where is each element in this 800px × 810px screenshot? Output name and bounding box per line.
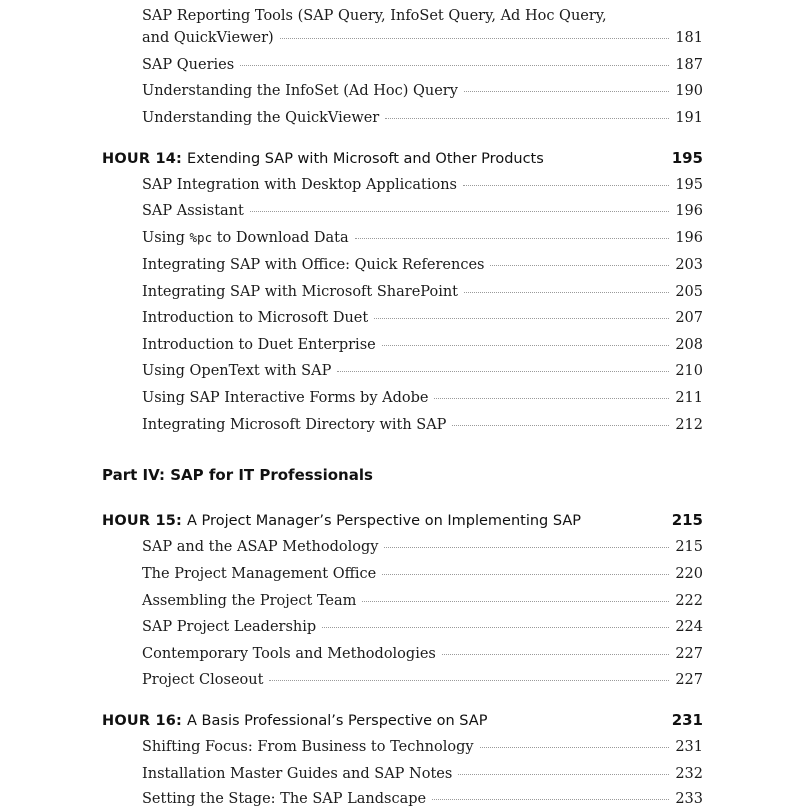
toc-entry[interactable] bbox=[142, 763, 703, 785]
dot-leader bbox=[374, 317, 669, 319]
dot-leader bbox=[355, 237, 670, 239]
toc-entry[interactable] bbox=[142, 27, 703, 49]
toc-entry-title: Understanding the InfoSet (Ad Hoc) Query bbox=[142, 83, 458, 99]
toc-entry-title: Introduction to Microsoft Duet bbox=[142, 310, 369, 326]
hour-title: Extending SAP with Microsoft and Other Products bbox=[187, 151, 544, 167]
toc-entry[interactable] bbox=[142, 200, 703, 222]
dot-leader bbox=[384, 546, 669, 548]
toc-entry[interactable] bbox=[142, 563, 703, 585]
toc-entry-title: Using SAP Interactive Forms by Adobe bbox=[142, 390, 429, 406]
toc-entry[interactable] bbox=[142, 736, 703, 758]
part-heading[interactable]: Part IV: SAP for IT Professionals bbox=[102, 466, 373, 484]
toc-entry[interactable] bbox=[142, 307, 703, 329]
toc-entry[interactable] bbox=[142, 387, 703, 409]
toc-entry-page: 215 bbox=[675, 539, 703, 555]
toc-entry[interactable] bbox=[142, 334, 703, 356]
toc-entry-page: 211 bbox=[675, 390, 703, 406]
toc-entry[interactable] bbox=[142, 414, 703, 436]
toc-entry-title: The Project Management Office bbox=[142, 566, 377, 582]
dot-leader bbox=[464, 90, 669, 92]
toc-entry[interactable] bbox=[142, 227, 703, 249]
dot-leader bbox=[463, 184, 669, 186]
dot-leader bbox=[480, 746, 670, 748]
toc-entry[interactable] bbox=[142, 536, 703, 558]
toc-entry-title: SAP Assistant bbox=[142, 203, 244, 219]
hour-heading-14[interactable] bbox=[102, 147, 703, 170]
toc-entry[interactable] bbox=[142, 643, 703, 665]
toc-entry-title: Shifting Focus: From Business to Technology bbox=[142, 739, 474, 755]
dot-leader bbox=[385, 117, 669, 119]
toc-entry-title: Introduction to Duet Enterprise bbox=[142, 337, 376, 353]
dot-leader bbox=[382, 344, 670, 346]
toc-entry-title: SAP Queries bbox=[142, 57, 235, 73]
toc-entry-title: SAP and the ASAP Methodology bbox=[142, 539, 379, 555]
toc-entry-title: Integrating SAP with Microsoft SharePoint bbox=[142, 284, 458, 300]
dot-leader bbox=[458, 773, 669, 775]
dot-leader bbox=[269, 679, 669, 681]
dot-leader bbox=[362, 600, 669, 602]
dot-leader bbox=[442, 653, 669, 655]
toc-entry[interactable] bbox=[142, 360, 703, 382]
toc-entry-page: 190 bbox=[675, 83, 703, 99]
dot-leader bbox=[490, 264, 669, 266]
toc-entry[interactable] bbox=[142, 281, 703, 303]
toc-entry-page: 212 bbox=[675, 417, 703, 433]
toc-entry-page: 205 bbox=[675, 284, 703, 300]
dot-leader bbox=[382, 573, 669, 575]
toc-entry-page: 196 bbox=[675, 230, 703, 246]
hour-page: 231 bbox=[671, 711, 703, 729]
toc-entry[interactable] bbox=[142, 669, 703, 691]
hour-label: HOUR 16: bbox=[102, 713, 183, 729]
hour-page: 195 bbox=[671, 149, 703, 167]
toc-entry-title: SAP Integration with Desktop Applications bbox=[142, 177, 457, 193]
title-suffix: to Download Data bbox=[212, 230, 349, 246]
toc-entry[interactable] bbox=[142, 54, 703, 76]
dot-leader bbox=[240, 64, 669, 66]
toc-entry-page: 181 bbox=[675, 30, 703, 46]
hour-page: 215 bbox=[671, 511, 703, 529]
toc-entry-page: 227 bbox=[675, 672, 703, 688]
toc-entry[interactable] bbox=[142, 590, 703, 612]
hour-label: HOUR 14: bbox=[102, 151, 183, 167]
toc-entry-title bbox=[142, 227, 349, 249]
title-code: %pc bbox=[189, 230, 213, 245]
toc-entry[interactable] bbox=[142, 107, 703, 129]
hour-heading-16[interactable] bbox=[102, 709, 703, 732]
hour-label: HOUR 15: bbox=[102, 513, 183, 529]
hour-title: A Project Manager’s Perspective on Implementing SAP bbox=[187, 513, 582, 529]
dot-leader bbox=[250, 210, 669, 212]
toc-entry-page: 203 bbox=[675, 257, 703, 273]
toc-entry-page: 196 bbox=[675, 203, 703, 219]
toc-entry-page: 220 bbox=[675, 566, 703, 582]
title-prefix: Using bbox=[142, 230, 190, 246]
toc-entry[interactable] bbox=[142, 616, 703, 638]
toc-entry-title: Project Closeout bbox=[142, 672, 264, 688]
toc-entry-page: 231 bbox=[675, 739, 703, 755]
toc-entry-title: Setting the Stage: The SAP Landscape bbox=[142, 791, 427, 807]
toc-entry-page: 207 bbox=[675, 310, 703, 326]
toc-entry-page: 232 bbox=[675, 766, 703, 782]
toc-entry-title-line1: SAP Reporting Tools (SAP Query, InfoSet Query, Ad Hoc Query, bbox=[142, 8, 607, 24]
toc-entry[interactable] bbox=[142, 80, 703, 102]
toc-entry-page: 233 bbox=[675, 791, 703, 807]
toc-entry-page: 227 bbox=[675, 646, 703, 662]
toc-entry-page: 222 bbox=[675, 593, 703, 609]
dot-leader bbox=[452, 424, 669, 426]
toc-entry-title: Using OpenText with SAP bbox=[142, 363, 332, 379]
dot-leader bbox=[337, 370, 669, 372]
toc-entry-title: Integrating SAP with Office: Quick References bbox=[142, 257, 485, 273]
toc-entry-page: 187 bbox=[675, 57, 703, 73]
dot-leader bbox=[280, 37, 670, 39]
toc-entry-title: and QuickViewer) bbox=[142, 30, 274, 46]
dot-leader bbox=[464, 291, 669, 293]
toc-entry-page: 191 bbox=[675, 110, 703, 126]
toc-entry-title: Contemporary Tools and Methodologies bbox=[142, 646, 436, 662]
toc-entry-title: SAP Project Leadership bbox=[142, 619, 317, 635]
toc-entry[interactable] bbox=[142, 254, 703, 276]
toc-entry-page: 195 bbox=[675, 177, 703, 193]
toc-entry-title: Integrating Microsoft Directory with SAP bbox=[142, 417, 447, 433]
toc-entry-page: 224 bbox=[675, 619, 703, 635]
toc-entry-page: 210 bbox=[675, 363, 703, 379]
toc-entry-page: 208 bbox=[675, 337, 703, 353]
toc-entry-title: Understanding the QuickViewer bbox=[142, 110, 380, 126]
hour-title: A Basis Professional’s Perspective on SAP bbox=[187, 713, 488, 729]
dot-leader bbox=[322, 626, 669, 628]
toc-entry[interactable] bbox=[142, 174, 703, 196]
toc-entry-title: Assembling the Project Team bbox=[142, 593, 357, 609]
hour-heading-15[interactable] bbox=[102, 509, 703, 532]
dot-leader bbox=[434, 397, 669, 399]
toc-entry-title: Installation Master Guides and SAP Notes bbox=[142, 766, 453, 782]
toc-entry[interactable] bbox=[142, 788, 703, 810]
